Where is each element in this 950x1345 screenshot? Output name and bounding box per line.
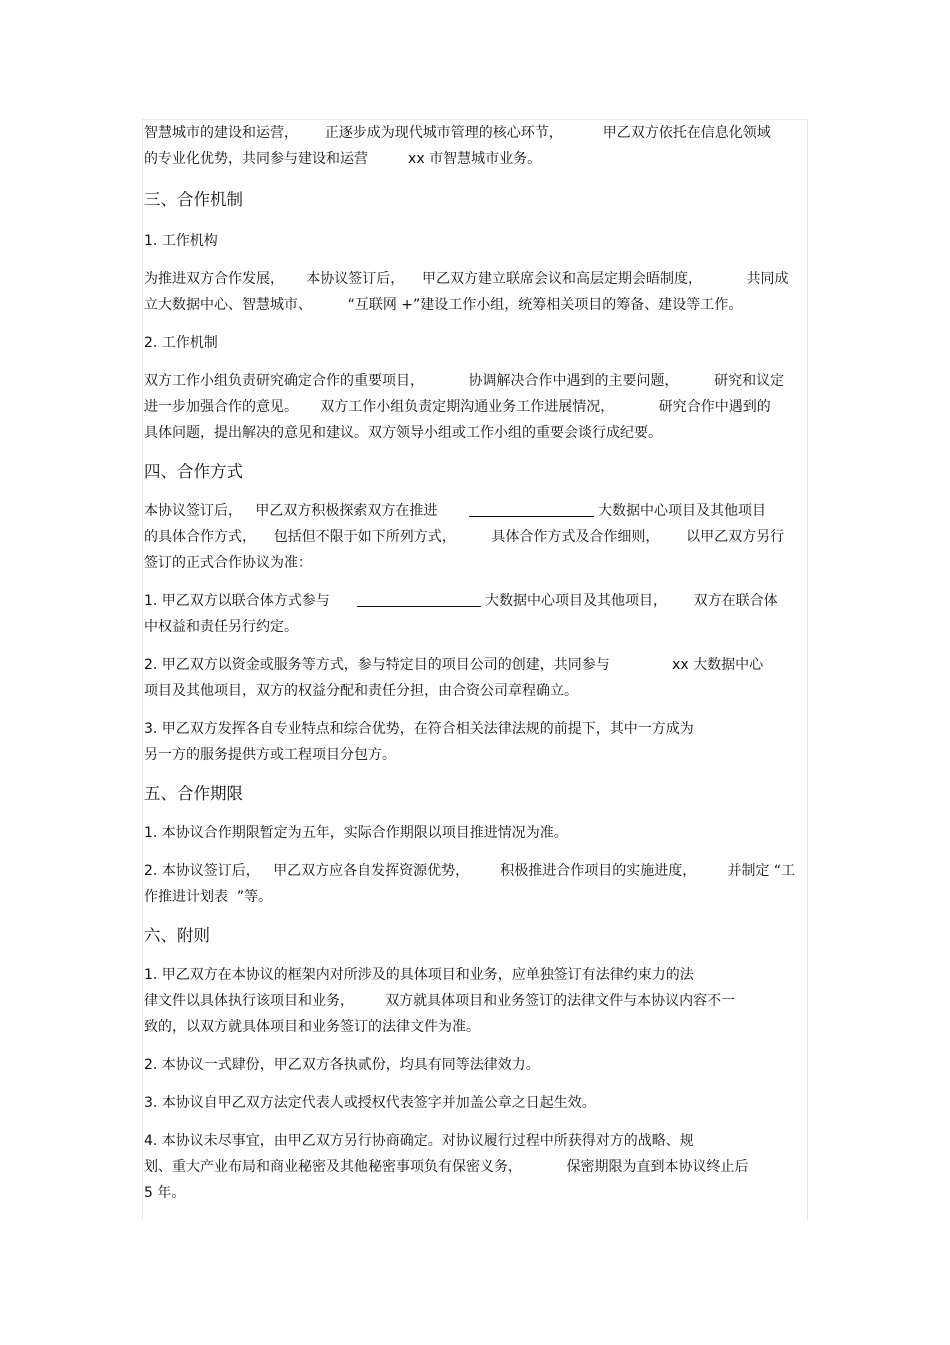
fill-in-blank — [357, 592, 481, 607]
text-line: 3. 甲乙双方发挥各自专业特点和综合优势，在符合相关法律法规的前提下，其中一方成为 — [144, 721, 694, 737]
list-item: 3. 本协议自甲乙双方法定代表人或授权代表签字并加盖公章之日起生效。 — [144, 1095, 596, 1111]
paragraph-work-organization — [144, 266, 804, 318]
list-item — [144, 716, 804, 768]
text-line: 的具体合作方式， 包括但不限于如下所列方式， 具体合作方式及合作细则， 以甲乙双方另行 — [144, 529, 785, 545]
text-line: 2. 本协议签订后， 甲乙双方应各自发挥资源优势， 积极推进合作项目的实施进度， 并制定 “工 — [144, 863, 796, 879]
text-line: 双方工作小组负责研究确定合作的重要项目， 协调解决合作中遇到的主要问题， 研究和议定 — [144, 373, 785, 389]
text-line: 作推进计划表 ”等。 — [144, 889, 273, 905]
text-line: 立大数据中心、智慧城市、 “互联网 +”建设工作小组，统筹相关项目的筹备、建设等工作。 — [144, 297, 743, 313]
text-line: 律文件以具体执行该项目和业务， 双方就具体项目和业务签订的法律文件与本协议内容不一 — [144, 993, 736, 1009]
intro-paragraph — [144, 120, 804, 172]
subheading-work-mechanism: 2. 工作机制 — [144, 335, 218, 351]
text-line: 项目及其他项目，双方的权益分配和责任分担，由合资公司章程确立。 — [144, 683, 578, 699]
list-item — [144, 1128, 804, 1206]
paragraph-cooperation-mode — [144, 498, 804, 576]
text-line: 为推进双方合作发展， 本协议签订后， 甲乙双方建立联席会议和高层定期会晤制度， 共同成 — [144, 271, 789, 287]
text-line: 进一步加强合作的意见。 双方工作小组负责定期沟通业务工作进展情况， 研究合作中遇到的 — [144, 399, 771, 415]
section-heading-6: 六、附则 — [144, 926, 210, 945]
text-line: 智慧城市的建设和运营， 正逐步成为现代城市管理的核心环节， 甲乙双方依托在信息化领域 — [144, 125, 771, 141]
paragraph-work-mechanism — [144, 368, 804, 446]
text-line: 1. 甲乙双方在本协议的框架内对所涉及的具体项目和业务，应单独签订有法律约束力的法 — [144, 967, 694, 983]
text-segment: 本协议签订后， 甲乙双方积极探索双方在推进 — [144, 503, 469, 519]
section-heading-4: 四、合作方式 — [144, 462, 243, 481]
list-item: 1. 本协议合作期限暂定为五年，实际合作期限以项目推进情况为准。 — [144, 825, 568, 841]
text-line — [144, 498, 804, 524]
text-line: 中权益和责任另行约定。 — [144, 619, 298, 635]
text-segment: 大数据中心项目及其他项目， 双方在联合体 — [480, 593, 778, 609]
text-line: 签订的正式合作协议为准： — [144, 555, 312, 571]
list-item — [144, 962, 804, 1040]
text-segment: 1. 甲乙双方以联合体方式参与 — [144, 593, 357, 609]
fill-in-blank — [469, 502, 594, 517]
list-item — [144, 858, 804, 910]
text-line: 5 年。 — [144, 1185, 186, 1201]
text-line: 2. 甲乙双方以资金或服务等方式，参与特定目的项目公司的创建，共同参与 xx 大数据中心 — [144, 657, 764, 673]
text-line — [144, 588, 804, 614]
text-line: 4. 本协议未尽事宜，由甲乙双方另行协商确定。对协议履行过程中所获得对方的战略、规 — [144, 1133, 694, 1149]
subheading-work-organization: 1. 工作机构 — [144, 233, 218, 249]
section-heading-5: 五、合作期限 — [144, 784, 243, 803]
list-item — [144, 652, 804, 704]
section-heading-3: 三、合作机制 — [144, 190, 243, 209]
list-item: 2. 本协议一式肆份，甲乙双方各执贰份，均具有同等法律效力。 — [144, 1057, 540, 1073]
text-line: 另一方的服务提供方或工程项目分包方。 — [144, 747, 396, 763]
text-line: 的专业化优势，共同参与建设和运营 xx 市智慧城市业务。 — [144, 151, 542, 167]
list-item — [144, 588, 804, 640]
text-segment: 大数据中心项目及其他项目 — [593, 503, 766, 519]
text-line: 致的，以双方就具体项目和业务签订的法律文件为准。 — [144, 1019, 480, 1035]
text-line: 划、重大产业布局和商业秘密及其他秘密事项负有保密义务， 保密期限为直到本协议终止后 — [144, 1159, 749, 1175]
text-line: 具体问题，提出解决的意见和建议。双方领导小组或工作小组的重要会谈行成纪要。 — [144, 425, 662, 441]
document-body — [144, 120, 804, 1206]
